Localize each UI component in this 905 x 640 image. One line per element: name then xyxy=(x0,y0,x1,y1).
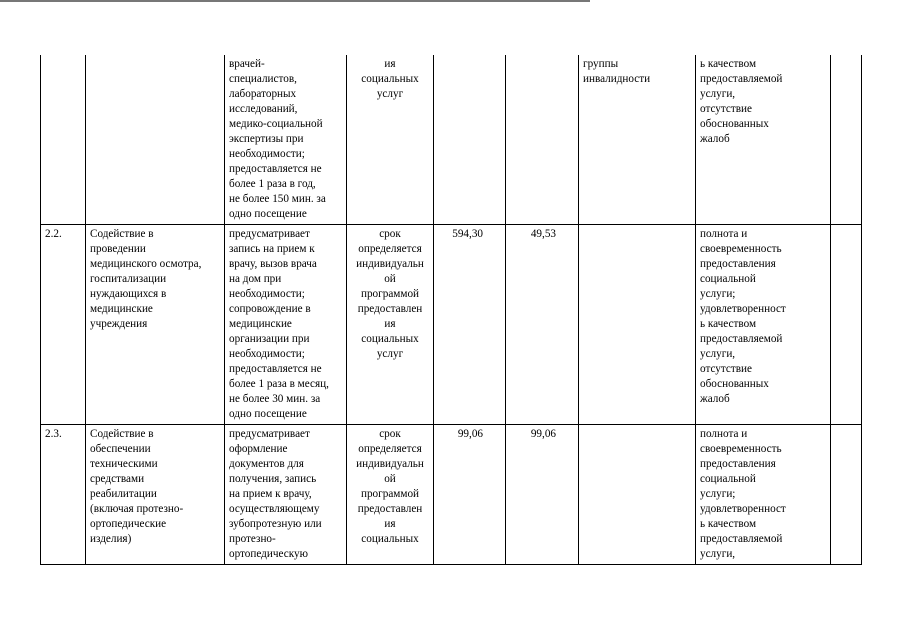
quality-criteria: ь качеством предоставляемой услуги, отсутствие обоснованных жалоб xyxy=(696,55,831,225)
service-price: 594,30 xyxy=(434,225,506,425)
service-description: врачей- специалистов, лабораторных исследований, медико-социальной экспертизы при необходимости; предоставляется не более 1 раза в год, не более 150 мин. за одно посещение xyxy=(225,55,347,225)
service-group xyxy=(579,225,696,425)
service-term: срок определяется индивидуальн ой программой предоставлен ия социальных xyxy=(347,425,434,565)
service-group xyxy=(579,425,696,565)
services-table xyxy=(40,55,862,565)
row-number: 2.3. xyxy=(41,425,86,565)
row-number xyxy=(41,55,86,225)
service-tariff: 49,53 xyxy=(506,225,579,425)
service-price xyxy=(434,55,506,225)
quality-criteria: полнота и своевременность предоставления социальной услуги; удовлетворенност ь качеством предоставляемой услуги, отсутствие обоснованных жалоб xyxy=(696,225,831,425)
quality-criteria: полнота и своевременность предоставления социальной услуги; удовлетворенност ь качеством предоставляемой услуги, xyxy=(696,425,831,565)
extra-cell xyxy=(831,425,862,565)
service-description: предусматривает оформление документов для получения, запись на прием к врачу, осуществляющему зубопротезную или протезно- ортопедическую xyxy=(225,425,347,565)
table-row xyxy=(41,55,862,225)
service-tariff xyxy=(506,55,579,225)
page-top-rule xyxy=(0,0,905,2)
service-term: срок определяется индивидуальн ой программой предоставлен ия социальных услуг xyxy=(347,225,434,425)
extra-cell xyxy=(831,225,862,425)
extra-cell xyxy=(831,55,862,225)
service-price: 99,06 xyxy=(434,425,506,565)
service-description: предусматривает запись на прием к врачу, вызов врача на дом при необходимости; сопровождение в медицинские организации при необходимости; предоставляется не более 1 раза в месяц, не более 30 мин. за одно посещение xyxy=(225,225,347,425)
table-row xyxy=(41,225,862,425)
service-group: группы инвалидности xyxy=(579,55,696,225)
service-tariff: 99,06 xyxy=(506,425,579,565)
service-name: Содействие в обеспечении техническими средствами реабилитации (включая протезно- ортопедические изделия) xyxy=(86,425,225,565)
service-name xyxy=(86,55,225,225)
table-row xyxy=(41,425,862,565)
service-name: Содействие в проведении медицинского осмотра, госпитализации нуждающихся в медицинские учреждения xyxy=(86,225,225,425)
row-number: 2.2. xyxy=(41,225,86,425)
service-term: ия социальных услуг xyxy=(347,55,434,225)
